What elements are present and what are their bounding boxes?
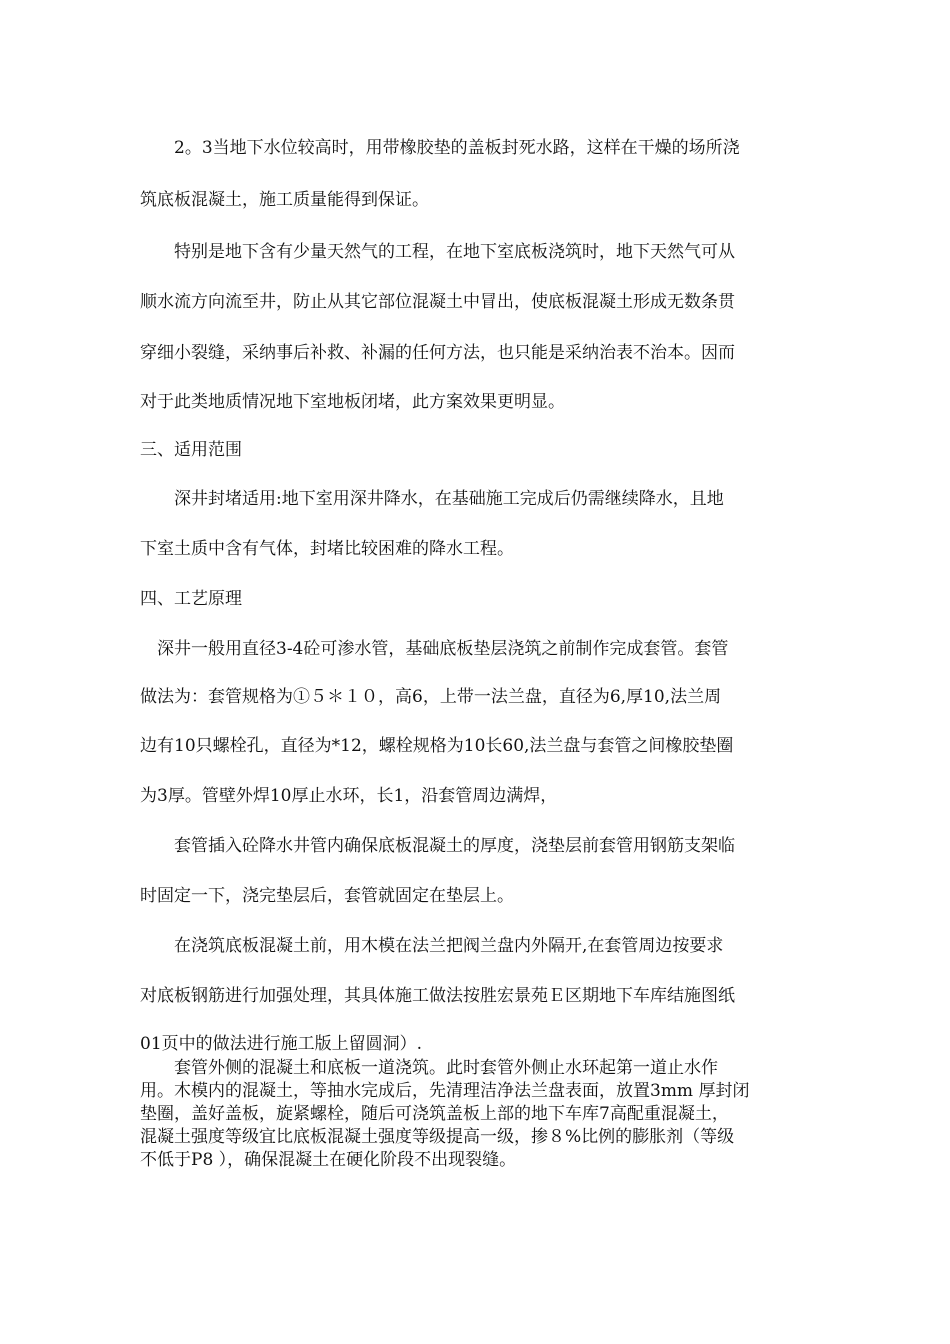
paragraph-line: 对底板钢筋进行加强处理，其具体施工做法按胜宏景苑Ｅ区期地下车库结施图纸	[140, 986, 735, 1006]
paragraph-line: 为3厚。管壁外焊10厚止水环，长1，沿套管周边满焊，	[140, 786, 558, 806]
paragraph-line: 做法为：套管规格为①５＊１０，高6，上带一法兰盘，直径为6,厚10,法兰周	[140, 687, 722, 707]
paragraph-line: 在浇筑底板混凝土前，用木模在法兰把阀兰盘内外隔开,在套管周边按要求	[140, 936, 724, 956]
paragraph-line: 特别是地下含有少量天然气的工程，在地下室底板浇筑时，地下天然气可从	[140, 242, 735, 262]
paragraph-line: 顺水流方向流至井，防止从其它部位混凝土中冒出，使底板混凝土形成无数条贯	[140, 292, 735, 312]
paragraph-line: 下室土质中含有气体，封堵比较困难的降水工程。	[140, 539, 514, 559]
paragraph-line: 套管插入砼降水井管内确保底板混凝土的厚度，浇垫层前套管用钢筋支架临	[140, 836, 735, 856]
section-heading: 三、适用范围	[140, 440, 242, 460]
paragraph-line: 用。木模内的混凝土，等抽水完成后，先清理洁净法兰盘表面，放置3mm 厚封闭	[140, 1081, 750, 1101]
paragraph-line: 01页中的做法进行施工版上留圆洞）.	[140, 1034, 423, 1054]
paragraph-line: 深井一般用直径3-4砼可渗水管，基础底板垫层浇筑之前制作完成套管。套管	[140, 639, 729, 659]
paragraph-line: 穿细小裂缝，采纳事后补救、补漏的任何方法，也只能是采纳治表不治本。因而	[140, 343, 735, 363]
section-heading: 四、工艺原理	[140, 589, 242, 609]
paragraph-line: 2。3当地下水位较高时，用带橡胶垫的盖板封死水路，这样在干燥的场所浇	[140, 138, 740, 158]
paragraph-line: 对于此类地质情况地下室地板闭堵，此方案效果更明显。	[140, 392, 565, 412]
paragraph-line: 深井封堵适用:地下室用深井降水，在基础施工完成后仍需继续降水，且地	[140, 489, 724, 509]
paragraph-line: 时固定一下，浇完垫层后，套管就固定在垫层上。	[140, 886, 514, 906]
paragraph-line: 筑底板混凝土，施工质量能得到保证。	[140, 190, 429, 210]
paragraph-line: 不低于P8 ），确保混凝土在硬化阶段不出现裂缝。	[140, 1150, 517, 1170]
paragraph-line: 垫圈，盖好盖板，旋紧螺栓，随后可浇筑盖板上部的地下车库7高配重混凝土，	[140, 1104, 729, 1124]
paragraph-line: 套管外侧的混凝土和底板一道浇筑。此时套管外侧止水环起第一道止水作	[140, 1058, 718, 1078]
paragraph-line: 边有10只螺栓孔，直径为*12，螺栓规格为10长60,法兰盘与套管之间橡胶垫圈	[140, 736, 734, 756]
paragraph-line: 混凝土强度等级宜比底板混凝土强度等级提高一级，掺８%比例的膨胀剂（等级	[140, 1127, 735, 1147]
